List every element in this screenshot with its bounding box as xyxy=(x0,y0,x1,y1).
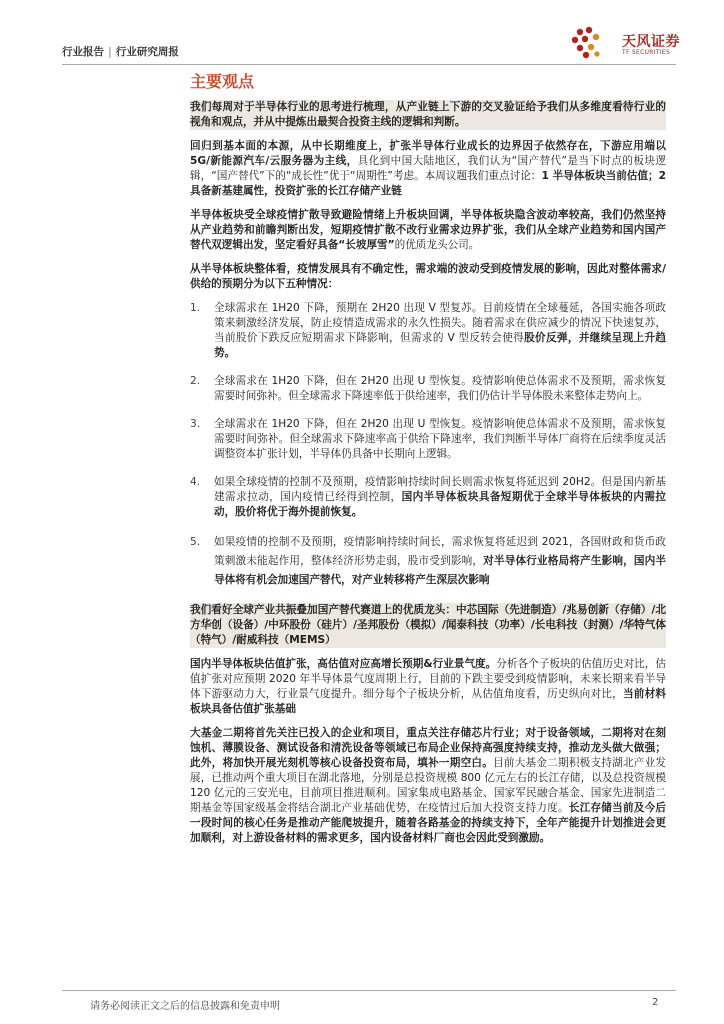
intro-paragraph: 我们每周对于半导体行业的思考进行梳理，从产业链上下游的交叉验证给予我们从多维度看待行业的视角和观点，并从中提炼出最契合投资主线的逻辑和判断。 xyxy=(190,101,666,128)
footer-divider xyxy=(62,990,676,991)
scenario-body: 全球需求在 1H20 下降，但在 2H20 出现 U 型恢复。疫情影响使总体需求不及预期，需求恢复需要时间弥补。但全球需求下降速率低于供给速率，我们仍估计半导体股未来整体走势向上。 xyxy=(214,375,666,402)
fundamentals-topics: 1 半导体板块当前估值；2 具备新基建属性，投资扩张的长江存储产业链 xyxy=(190,170,666,197)
scenario-text xyxy=(214,417,666,462)
report-category xyxy=(62,44,179,59)
scenario-number: 3. xyxy=(190,418,201,430)
logo-brand-english: TF SECURITIES xyxy=(622,49,671,56)
scenario-text xyxy=(214,301,666,361)
big-fund-conclusion: 长江存储当前及今后一段时间的核心任务是推动产能爬坡提升，随着各路基金的持续支持下，全年产能提升计划推进会更加顺利，对上游设备材料的需求更多，国内设备材料厂商也会因此受到激励。 xyxy=(190,802,667,844)
scenario-text xyxy=(214,374,666,404)
fundamentals-body: 具化到中国大陆地区，我们认为“国产替代”是当下时点的板块逻辑，“国产替代”下的“成长性”优于“周期性”考虑。本周议题我们重点讨论： xyxy=(190,155,666,182)
fundamentals-paragraph xyxy=(190,139,666,199)
scenario-item xyxy=(190,374,666,404)
scenario-text xyxy=(214,475,666,520)
main-content xyxy=(190,100,666,855)
header-separator: | xyxy=(108,46,112,58)
valuation-conclusion: 当前材料板块具备估值扩张基础 xyxy=(190,688,667,715)
big-fund-paragraph xyxy=(190,726,666,846)
section-title: 主要观点 xyxy=(190,72,255,91)
footer-disclaimer: 请务必阅读正文之后的信息披露和免责申明 xyxy=(90,1001,280,1012)
page-number: 2 xyxy=(652,997,659,1008)
valuation-body: 分析各个子板块的估值历史对比，估值扩张对应预期 2020 年半导体景气度周期上行，目前的下跌主要受到疫情影响，未来长期来看半导体下游驱动力大，行业景气度提升。细分每个子板块分析，从估值角度看，历史纵向对比， xyxy=(190,658,666,700)
valuation-lead: 国内半导体板块估值扩张，高估值对应高增长预期&行业景气度。 xyxy=(190,658,497,670)
report-subtype: 行业研究周报 xyxy=(115,46,179,58)
scenario-number: 4. xyxy=(190,476,201,488)
scenario-text xyxy=(214,533,666,590)
scenario-body: 全球需求在 1H20 下降，预期在 2H20 出现 V 型复苏。目前疫情在全球蔓延，各国实施各项政策来刺激经济发展，防止疫情造成需求的永久性损失。随着需求在供应减少的情况下快速复苏，当前股价下跌反应短期需求下降影响，但需求的 V 型反转会使得 xyxy=(214,302,666,344)
scenario-body: 全球需求在 1H20 下降，但在 2H20 出现 U 型恢复。疫情影响使总体需求不及预期，需求恢复需要时间弥补。但全球需求下降速率高于供给下降速率，我们判断半导体厂商将在后续季度灵活调整资本扩张计划，半导体仍具备中长期向上逻辑。 xyxy=(214,418,666,460)
report-type: 行业报告 xyxy=(62,46,104,58)
fundamentals-lead: 回归到基本面的本源，从中长期维度上，扩张半导体行业成长的边界因子依然存在，下游应用端以 5G/新能源汽车/云服务器为主线， xyxy=(190,140,666,167)
header-divider xyxy=(62,64,676,65)
scenario-emphasis: 股价反弹，并继续呈现上升趋势。 xyxy=(214,332,667,359)
scenario-emphasis: 国内半导体板块具备短期优于全球半导体板块的内需拉动，股价将优于海外提前恢复。 xyxy=(214,491,667,518)
big-fund-lead: 大基金二期将首先关注已投入的企业和项目，重点关注存储芯片行业；对于设备领域，二期将对在刻蚀机、薄膜设备、测试设备和清洗设备等领域已布局企业保持高强度持续支持，推动龙头做大做强；此外，将加快开展光刻机等核心设备投资布局，填补一期空白。 xyxy=(190,727,666,769)
scenario-body: 如果疫情的控制不及预期，疫情影响持续时间长，需求恢复将延迟到 2021，各国财政和货币政策刺激未能起作用，整体经济形势走弱，股市受到影响， xyxy=(214,536,666,567)
big-fund-body: 目前大基金二期积极支持湖北产业发展，已推动两个重大项目在湖北落地，分别是总投资规模 800 亿元左右的长江存储，以及总投资规模 120 亿元的三安光电，目前项目推进顺利。国家集成电路基金、国家军民融合基金、国家先进制造二期基金等国家级基金将结合湖北产业基础优势，在疫情过后加大投资支持力度。 xyxy=(190,757,667,814)
scenario-emphasis: 对半导体行业格局将产生影响，国内半导体将有机会加速国产替代，对产业转移将产生深层次影响 xyxy=(214,555,667,586)
outlook-lead: 半导体板块受全球疫情扩散导致避险情绪上升板块回调，半导体板块隐含波动率较高，我们仍然坚持从产业趋势和前瞻判断出发，短期疫情扩散不改行业需求边界扩张，我们从全球产业趋势和国内国产替代双逻辑出发，坚定看好具备“长坡厚雪” xyxy=(190,209,666,251)
picks-paragraph: 我们看好全球产业共振叠加国产替代赛道上的优质龙头：中芯国际（先进制造）/兆易创新（存储）/北方华创（设备）/中环股份（硅片）/圣邦股份（模拟）/闻泰科技（功率）/长电科技（封测）/华特气体（特气）/耐威科技（MEMS） xyxy=(190,604,666,646)
scenario-number: 1. xyxy=(190,302,201,314)
scenario-item xyxy=(190,475,666,520)
scenario-body: 如果全球疫情的控制不及预期，疫情影响持续时间长则需求恢复将延迟到 20H2。但是国内新基建需求拉动，国内疫情已经得到控制， xyxy=(214,476,666,503)
scenario-list xyxy=(190,301,666,590)
outlook-tail: 的优质龙头公司。 xyxy=(394,239,480,251)
scenario-number: 5. xyxy=(190,536,201,548)
scenario-item xyxy=(190,301,666,361)
valuation-paragraph xyxy=(190,657,666,717)
scenario-item xyxy=(190,533,666,590)
scenarios-intro: 从半导体板块整体看，疫情发展具有不确定性，需求端的波动受到疫情发展的影响，因此对整体需求/供给的预期分为以下五种情况： xyxy=(190,263,666,290)
scenario-item xyxy=(190,417,666,462)
scenario-number: 2. xyxy=(190,375,201,387)
outlook-paragraph xyxy=(190,208,666,253)
logo-brand-name: 天风证券 xyxy=(622,34,680,50)
